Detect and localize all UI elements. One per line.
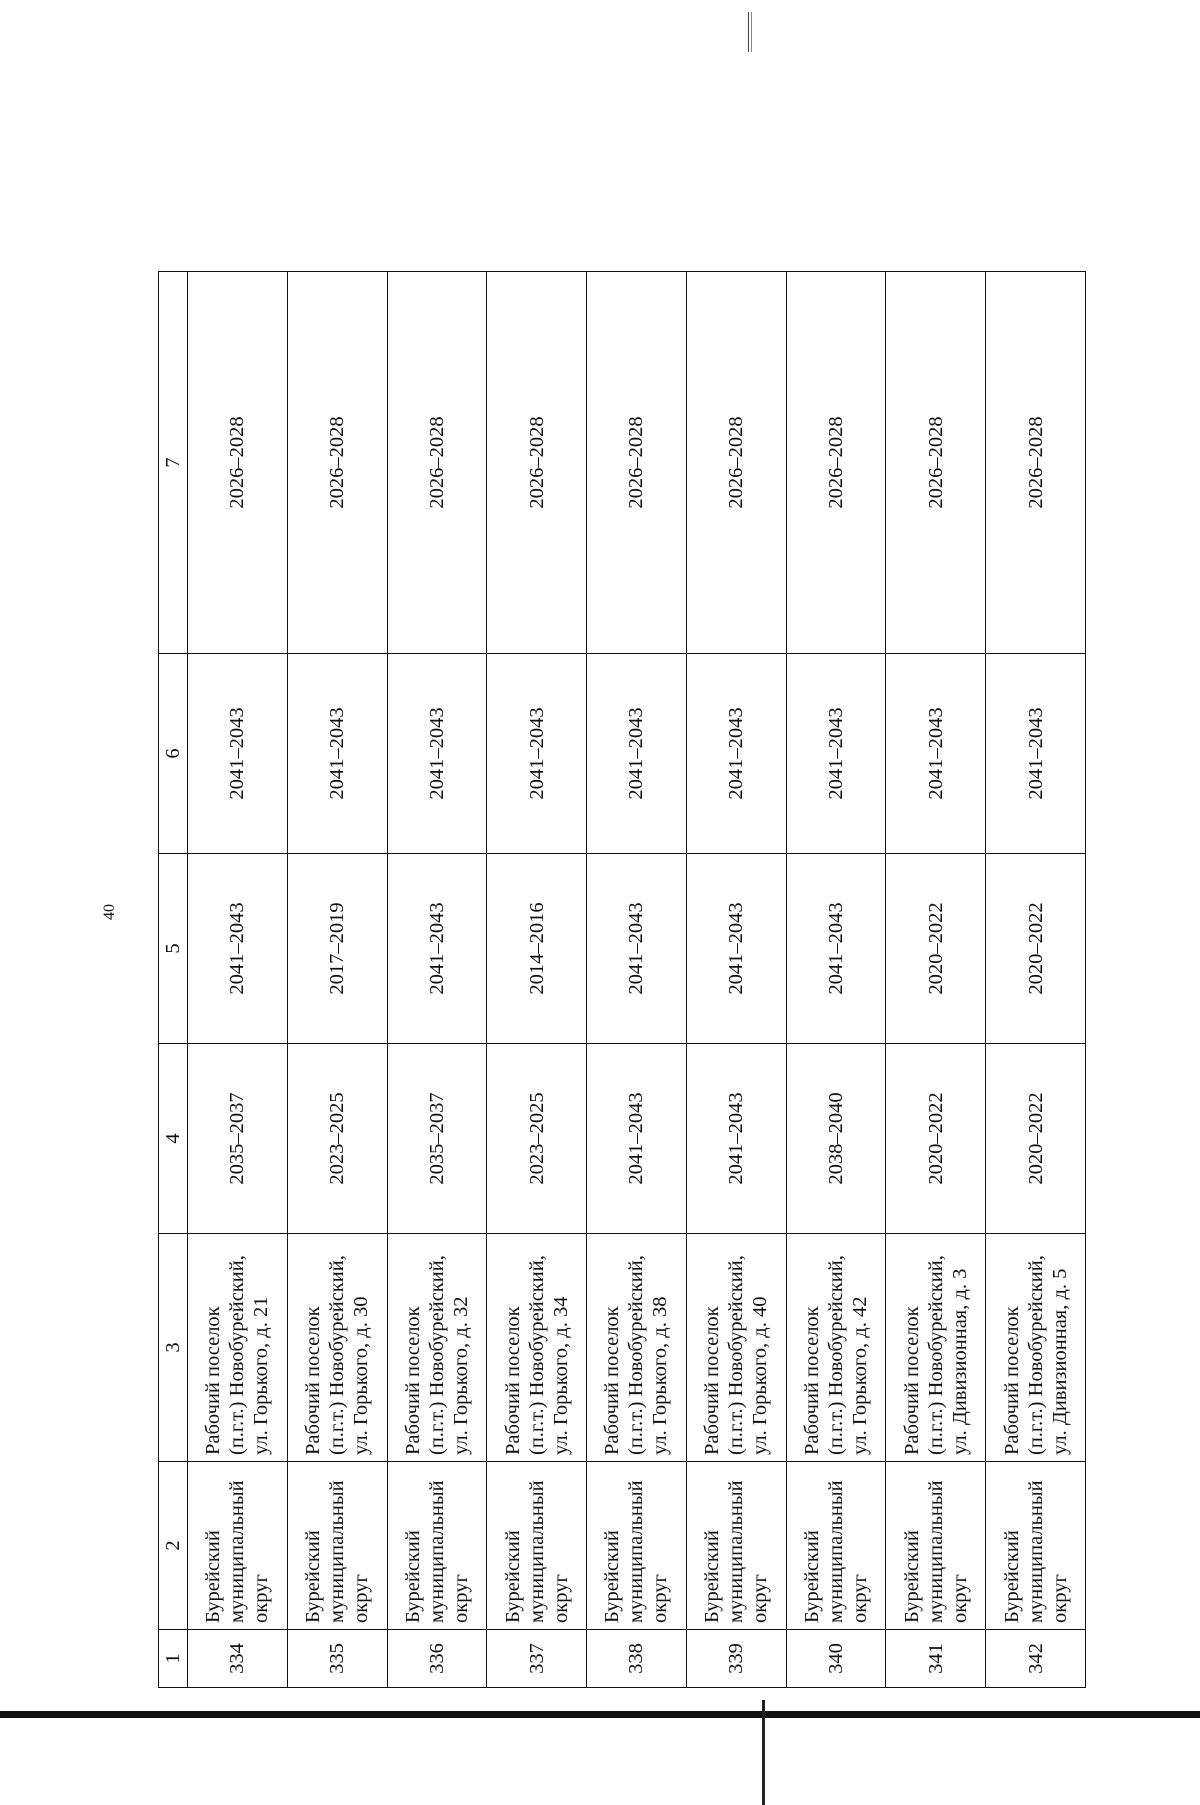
district-line: округ (649, 1574, 672, 1623)
address-line: ул. Горького, д. 38 (649, 1296, 672, 1455)
bottom-scan-rule (0, 1711, 1200, 1718)
period-col6-cell: 2041–2043 (786, 654, 886, 854)
district-line: округ (350, 1574, 373, 1623)
district-cell (387, 1462, 487, 1630)
district-line: муниципальный (425, 1480, 448, 1623)
district-line: Бурейский (401, 1530, 424, 1623)
address-line: ул. Дивизионная, д. 3 (948, 1268, 971, 1455)
address-cell (387, 1234, 487, 1462)
table-row (387, 272, 487, 1688)
address-line: ул. Горького, д. 42 (848, 1296, 871, 1455)
address-line: Рабочий поселок (302, 1306, 325, 1455)
row-number-cell: 341 (886, 1630, 986, 1688)
row-number-cell: 335 (287, 1630, 387, 1688)
column-header: 3 (159, 1234, 188, 1462)
row-number-cell: 339 (686, 1630, 786, 1688)
period-col4-cell: 2041–2043 (686, 1044, 786, 1234)
table-body (188, 272, 1086, 1688)
district-cell (587, 1462, 687, 1630)
period-col6-cell: 2041–2043 (886, 654, 986, 854)
district-cell (886, 1462, 986, 1630)
district-cell (188, 1462, 288, 1630)
address-line: (п.г.т.) Новобурейский, (226, 1255, 249, 1455)
period-col4-cell: 2035–2037 (387, 1044, 487, 1234)
district-line: муниципальный (625, 1480, 648, 1623)
address-line: ул. Горького, д. 32 (449, 1296, 472, 1455)
row-number-cell: 336 (387, 1630, 487, 1688)
address-line: ул. Горького, д. 40 (749, 1296, 772, 1455)
address-line: (п.г.т.) Новобурейский, (725, 1255, 748, 1455)
period-col4-cell: 2038–2040 (786, 1044, 886, 1234)
row-number-cell: 340 (786, 1630, 886, 1688)
address-line: (п.г.т.) Новобурейский, (824, 1255, 847, 1455)
period-col6-cell: 2041–2043 (686, 654, 786, 854)
table-row (587, 272, 687, 1688)
district-line: муниципальный (725, 1480, 748, 1623)
district-line: муниципальный (326, 1480, 349, 1623)
address-cell (886, 1234, 986, 1462)
address-line: Рабочий поселок (401, 1306, 424, 1455)
district-cell (986, 1462, 1086, 1630)
table-row (986, 272, 1086, 1688)
period-col4-cell: 2020–2022 (986, 1044, 1086, 1234)
district-line: округ (250, 1574, 273, 1623)
address-line: (п.г.т.) Новобурейский, (525, 1255, 548, 1455)
column-header: 4 (159, 1044, 188, 1234)
district-line: округ (449, 1574, 472, 1623)
scan-edge-mark (748, 12, 752, 52)
district-line: муниципальный (924, 1480, 947, 1623)
address-cell (686, 1234, 786, 1462)
district-line: Бурейский (601, 1530, 624, 1623)
row-number-cell: 338 (587, 1630, 687, 1688)
district-line: округ (1048, 1574, 1071, 1623)
district-line: муниципальный (1024, 1480, 1047, 1623)
schedule-table (158, 271, 1086, 1688)
address-line: (п.г.т.) Новобурейский, (625, 1255, 648, 1455)
row-number-cell: 337 (487, 1630, 587, 1688)
district-line: округ (549, 1574, 572, 1623)
period-col5-cell: 2041–2043 (786, 854, 886, 1044)
address-line: ул. Горького, д. 21 (250, 1296, 273, 1455)
table-row (287, 272, 387, 1688)
period-col7-cell: 2026–2028 (487, 272, 587, 654)
district-line: Бурейский (202, 1530, 225, 1623)
district-line: округ (848, 1574, 871, 1623)
column-header: 2 (159, 1462, 188, 1630)
district-cell (686, 1462, 786, 1630)
district-line: округ (948, 1574, 971, 1623)
address-cell (986, 1234, 1086, 1462)
period-col5-cell: 2017–2019 (287, 854, 387, 1044)
period-col4-cell: 2035–2037 (188, 1044, 288, 1234)
address-cell (587, 1234, 687, 1462)
address-line: Рабочий поселок (701, 1306, 724, 1455)
rotated-table-container (158, 272, 1086, 1688)
district-line: муниципальный (824, 1480, 847, 1623)
table-row (487, 272, 587, 1688)
address-line: ул. Дивизионная, д. 5 (1048, 1268, 1071, 1455)
period-col6-cell: 2041–2043 (587, 654, 687, 854)
address-cell (487, 1234, 587, 1462)
period-col6-cell: 2041–2043 (387, 654, 487, 854)
bottom-scan-tick (762, 1700, 765, 1805)
period-col4-cell: 2020–2022 (886, 1044, 986, 1234)
period-col6-cell: 2041–2043 (487, 654, 587, 854)
district-cell (287, 1462, 387, 1630)
period-col7-cell: 2026–2028 (886, 272, 986, 654)
district-line: округ (749, 1574, 772, 1623)
address-line: (п.г.т.) Новобурейский, (1024, 1255, 1047, 1455)
district-cell (786, 1462, 886, 1630)
period-col4-cell: 2023–2025 (287, 1044, 387, 1234)
district-line: Бурейский (302, 1530, 325, 1623)
period-col7-cell: 2026–2028 (387, 272, 487, 654)
address-line: Рабочий поселок (800, 1306, 823, 1455)
district-line: Бурейский (900, 1530, 923, 1623)
district-line: Бурейский (800, 1530, 823, 1623)
column-header: 7 (159, 272, 188, 654)
period-col5-cell: 2020–2022 (886, 854, 986, 1044)
address-line: (п.г.т.) Новобурейский, (425, 1255, 448, 1455)
address-line: (п.г.т.) Новобурейский, (326, 1255, 349, 1455)
period-col7-cell: 2026–2028 (587, 272, 687, 654)
period-col6-cell: 2041–2043 (188, 654, 288, 854)
address-cell (287, 1234, 387, 1462)
address-line: ул. Горького, д. 34 (549, 1296, 572, 1455)
period-col5-cell: 2041–2043 (587, 854, 687, 1044)
table-row (786, 272, 886, 1688)
period-col7-cell: 2026–2028 (686, 272, 786, 654)
district-line: Бурейский (701, 1530, 724, 1623)
row-number-cell: 342 (986, 1630, 1086, 1688)
address-line: Рабочий поселок (900, 1306, 923, 1455)
period-col7-cell: 2026–2028 (287, 272, 387, 654)
row-number-cell: 334 (188, 1630, 288, 1688)
period-col5-cell: 2041–2043 (686, 854, 786, 1044)
table-row (686, 272, 786, 1688)
period-col4-cell: 2023–2025 (487, 1044, 587, 1234)
district-cell (487, 1462, 587, 1630)
period-col5-cell: 2020–2022 (986, 854, 1086, 1044)
district-line: Бурейский (1000, 1530, 1023, 1623)
period-col6-cell: 2041–2043 (986, 654, 1086, 854)
page-number: 40 (101, 904, 118, 920)
period-col4-cell: 2041–2043 (587, 1044, 687, 1234)
address-cell (188, 1234, 288, 1462)
period-col5-cell: 2014–2016 (487, 854, 587, 1044)
address-line: Рабочий поселок (1000, 1306, 1023, 1455)
column-header: 5 (159, 854, 188, 1044)
address-line: Рабочий поселок (601, 1306, 624, 1455)
period-col7-cell: 2026–2028 (188, 272, 288, 654)
period-col5-cell: 2041–2043 (188, 854, 288, 1044)
table-row (886, 272, 986, 1688)
district-line: муниципальный (226, 1480, 249, 1623)
table-row (188, 272, 288, 1688)
period-col7-cell: 2026–2028 (786, 272, 886, 654)
column-header: 6 (159, 654, 188, 854)
header-row (159, 272, 188, 1688)
period-col5-cell: 2041–2043 (387, 854, 487, 1044)
column-header: 1 (159, 1630, 188, 1688)
period-col7-cell: 2026–2028 (986, 272, 1086, 654)
address-line: Рабочий поселок (202, 1306, 225, 1455)
address-line: Рабочий поселок (501, 1306, 524, 1455)
district-line: муниципальный (525, 1480, 548, 1623)
address-line: ул. Горького, д. 30 (350, 1296, 373, 1455)
address-cell (786, 1234, 886, 1462)
district-line: Бурейский (501, 1530, 524, 1623)
period-col6-cell: 2041–2043 (287, 654, 387, 854)
address-line: (п.г.т.) Новобурейский, (924, 1255, 947, 1455)
